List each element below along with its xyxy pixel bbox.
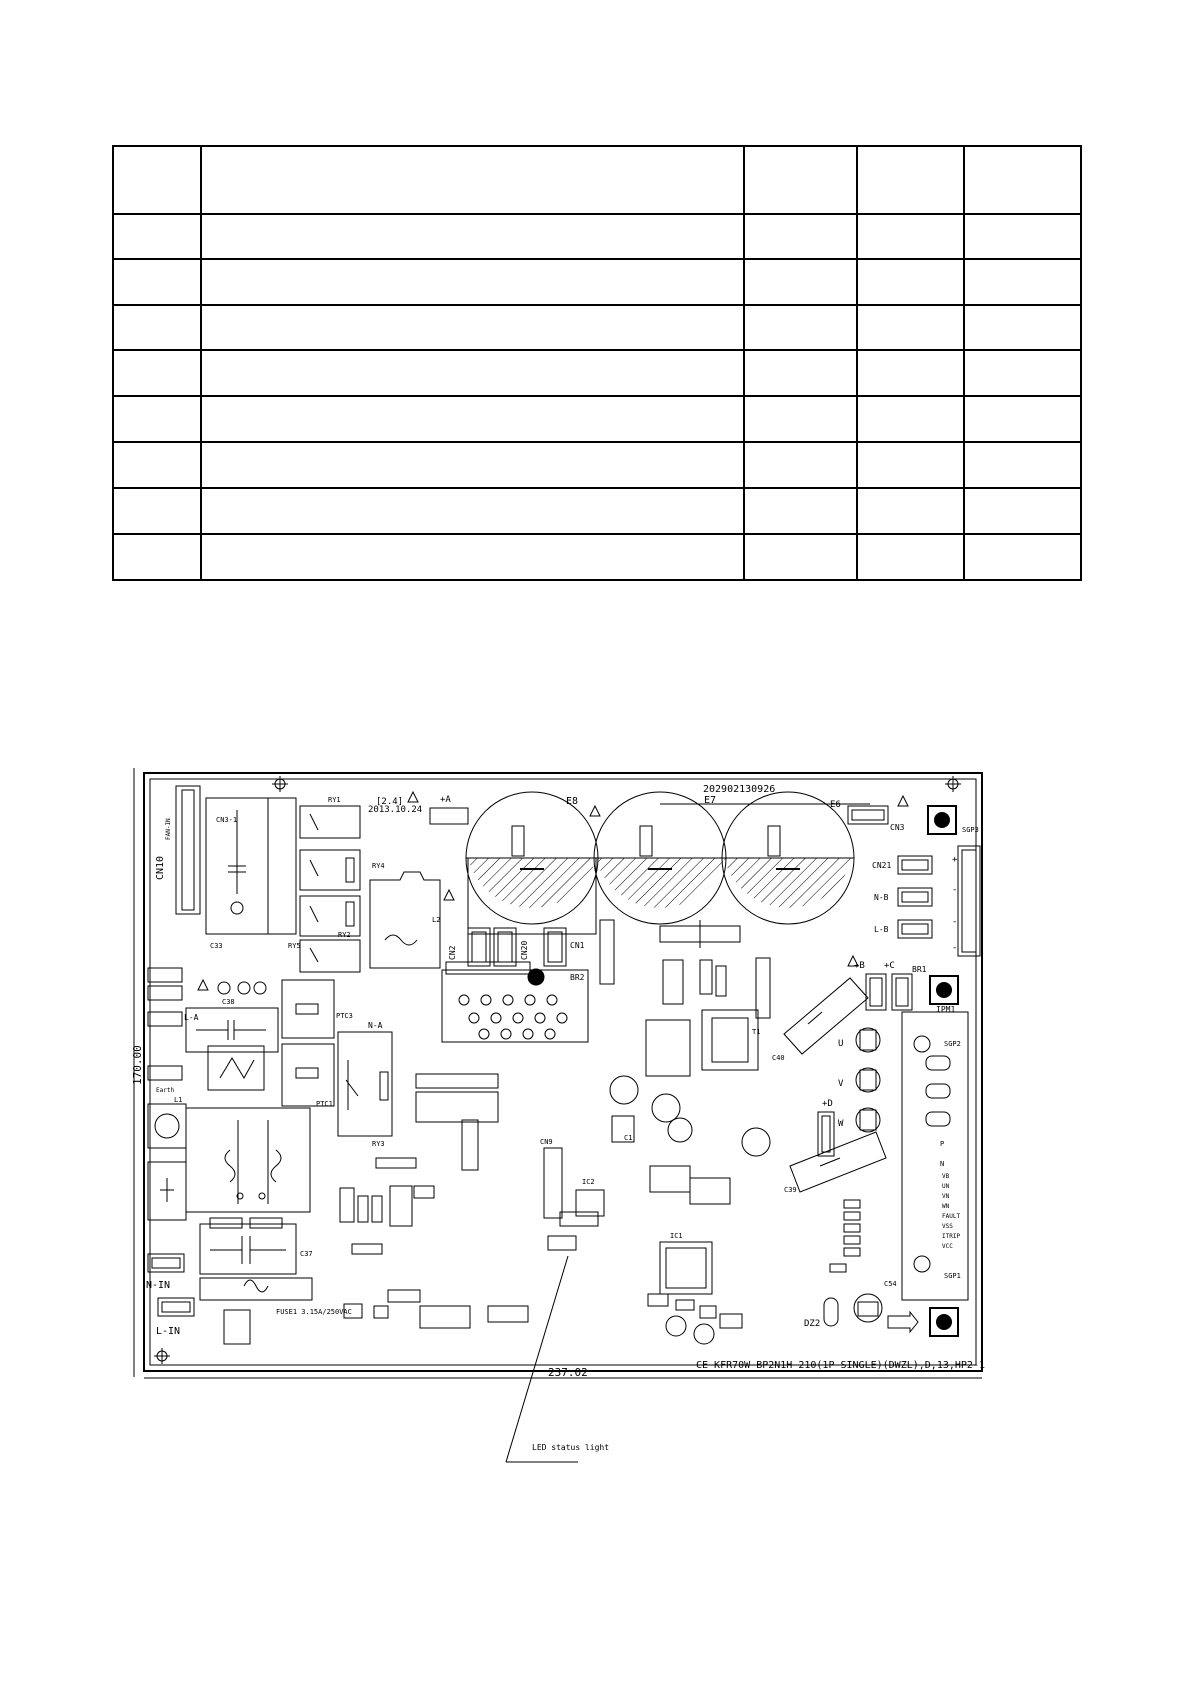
svg-text:CN9: CN9 (540, 1138, 553, 1146)
mcu-ic1 (660, 1242, 712, 1294)
svg-text:T1: T1 (752, 1028, 761, 1036)
svg-text:L-IN: L-IN (156, 1326, 181, 1337)
bulk-capacitors (466, 792, 854, 934)
svg-text:FAN-IN: FAN-IN (165, 818, 172, 840)
svg-text:FAULT: FAULT (942, 1213, 961, 1220)
svg-text:L-B: L-B (874, 925, 889, 934)
svg-text:PTC1: PTC1 (316, 1100, 333, 1108)
svg-text:+D: +D (822, 1099, 833, 1109)
terminal-strip-right (952, 846, 980, 956)
svg-text:+A: +A (440, 795, 451, 805)
svg-text:CN1: CN1 (570, 941, 585, 950)
svg-text:CN10: CN10 (155, 855, 166, 880)
svg-text:-: - (952, 885, 958, 895)
svg-text:CN3-1: CN3-1 (216, 816, 238, 824)
fan-connector-cn10 (155, 786, 200, 914)
svg-text:C33: C33 (210, 942, 223, 950)
indicator-circles (218, 982, 266, 994)
e7-label: E7 (704, 795, 717, 806)
svg-text:RY5: RY5 (288, 942, 301, 950)
svg-text:SGP2: SGP2 (944, 1040, 961, 1048)
svg-text:IPM1: IPM1 (936, 1005, 956, 1014)
smd-parts-bottom (648, 1294, 742, 1344)
svg-text:SGP3: SGP3 (962, 826, 979, 834)
component-cluster-mid (600, 920, 770, 1018)
svg-text:RY1: RY1 (328, 796, 341, 804)
revision-label: [2.4] (376, 797, 404, 807)
smd-array (376, 1074, 498, 1170)
led-callout (506, 1256, 609, 1462)
capacitor-c37 (200, 1218, 296, 1274)
svg-text:N-IN: N-IN (146, 1280, 171, 1291)
svg-text:RY2: RY2 (338, 931, 351, 939)
svg-text:W: W (838, 1119, 844, 1129)
svg-text:LED status light: LED status light (532, 1443, 610, 1452)
svg-text:L2: L2 (432, 916, 441, 924)
svg-text:VCC: VCC (942, 1243, 953, 1250)
e8-label: E8 (566, 796, 579, 807)
smd-parts-left (340, 1186, 528, 1328)
bootstrap-capacitors (856, 1028, 880, 1132)
model-number: CE-KFR70W-BP2N1H-210(1P-SINGLE)(DWZL),D,13,HP2-1 (696, 1360, 985, 1371)
svg-text:-: - (952, 917, 958, 927)
ipm-pin-labels (942, 1173, 960, 1250)
svg-text:U: U (838, 1039, 844, 1049)
date-code: 202902130926 (703, 784, 776, 795)
svg-text:C54: C54 (884, 1280, 897, 1288)
svg-text:P: P (940, 1140, 945, 1148)
svg-text:C39: C39 (784, 1186, 797, 1194)
date-label: 2013.10.24 (368, 805, 423, 815)
svg-text:N-B: N-B (874, 893, 889, 902)
svg-text:RY3: RY3 (372, 1140, 385, 1148)
inductor-l2 (370, 872, 440, 968)
svg-text:RY4: RY4 (372, 862, 385, 870)
fuse-holder (200, 1278, 312, 1300)
svg-text:BR1: BR1 (912, 965, 927, 974)
svg-text:C1: C1 (624, 1134, 633, 1142)
left-connectors (148, 968, 182, 1080)
svg-text:N: N (940, 1160, 945, 1168)
svg-text:BR2: BR2 (570, 973, 585, 982)
svg-text:VB: VB (942, 1173, 950, 1180)
common-mode-choke (148, 1104, 310, 1220)
svg-text:Earth: Earth (156, 1087, 175, 1094)
svg-text:V: V (838, 1079, 844, 1089)
svg-text:+: + (952, 855, 958, 865)
connectors-b-c-d (818, 974, 912, 1156)
relay-ry3 (338, 1032, 392, 1136)
regulator-cluster (576, 1010, 770, 1216)
ipm-module (902, 1012, 968, 1300)
svg-text:+B: +B (854, 961, 865, 971)
svg-text:WN: WN (942, 1203, 950, 1210)
svg-text:C38: C38 (222, 998, 235, 1006)
connector-plus-a (430, 808, 468, 824)
capacitor-c38 (186, 1008, 278, 1052)
resistor-column (830, 1200, 860, 1272)
svg-text:IC1: IC1 (670, 1232, 683, 1240)
svg-text:VSS: VSS (942, 1223, 953, 1230)
svg-text:PTC3: PTC3 (336, 1012, 353, 1020)
e6-label: E6 (830, 800, 841, 810)
height-dimension: 170.00 (131, 1045, 144, 1085)
bridge-rectifier-br2 (442, 962, 588, 1042)
svg-text:L1: L1 (174, 1096, 183, 1104)
svg-text:IC2: IC2 (582, 1178, 595, 1186)
svg-text:DZ2: DZ2 (804, 1319, 821, 1329)
svg-text:+C: +C (884, 961, 895, 971)
svg-text:CN20: CN20 (520, 940, 529, 960)
svg-text:FUSE1 3.15A/250VAC: FUSE1 3.15A/250VAC (276, 1308, 352, 1316)
connector-cn21 (898, 856, 932, 938)
svg-text:CN3: CN3 (890, 823, 905, 832)
svg-text:SGP1: SGP1 (944, 1272, 961, 1280)
svg-text:-: - (952, 943, 958, 953)
svg-text:UN: UN (942, 1183, 950, 1190)
svg-text:ITRIP: ITRIP (942, 1233, 961, 1240)
svg-text:CN21: CN21 (872, 861, 892, 870)
width-dimension: 237.02 (548, 1366, 588, 1379)
svg-text:N-A: N-A (368, 1021, 383, 1030)
svg-text:VN: VN (942, 1193, 950, 1200)
header-cn9 (544, 1148, 598, 1250)
svg-text:C37: C37 (300, 1250, 313, 1258)
relay-block (206, 798, 296, 950)
connector-e6 (848, 806, 888, 824)
svg-text:C40: C40 (772, 1054, 785, 1062)
svg-text:L-A: L-A (184, 1013, 199, 1022)
svg-text:CN2: CN2 (448, 945, 457, 960)
